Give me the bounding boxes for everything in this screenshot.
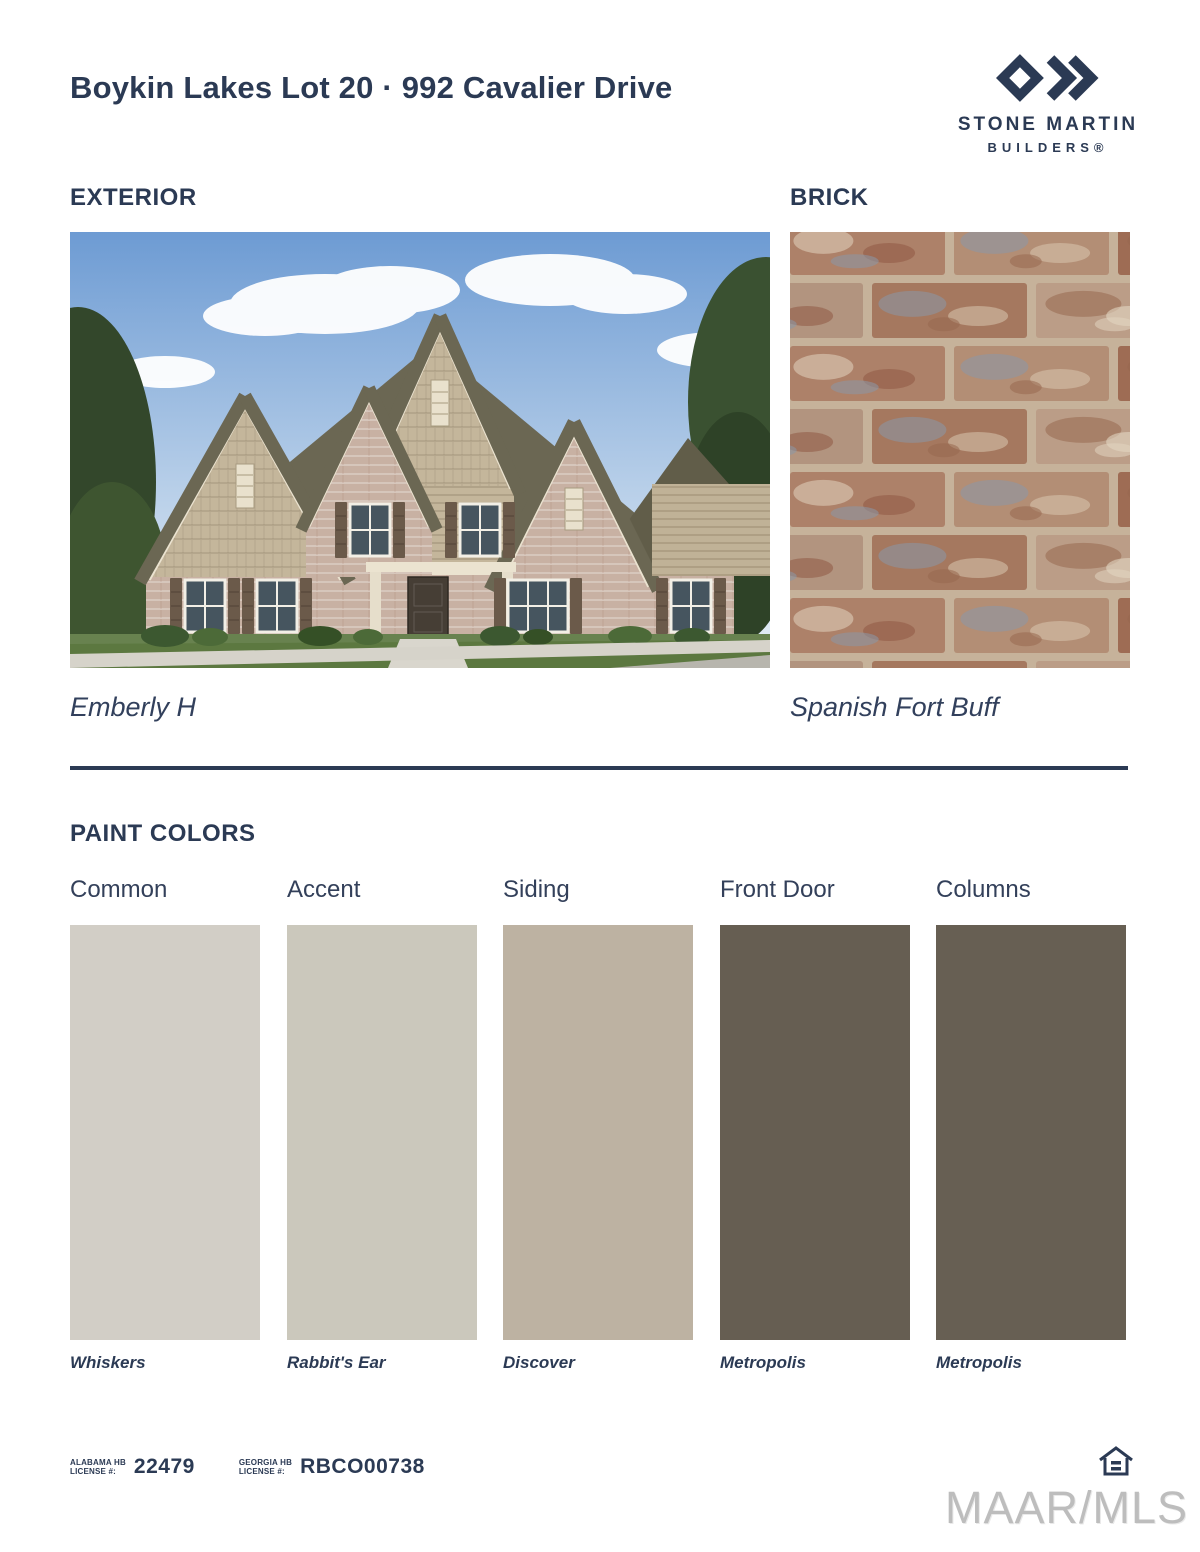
house-illustration (70, 232, 770, 668)
brick-color-name: Spanish Fort Buff (790, 692, 999, 722)
swatch-color-name: Rabbit's Ear (287, 1353, 386, 1372)
swatch-color-box (503, 925, 693, 1340)
exterior-plan-name: Emberly H (70, 692, 197, 722)
swatch-color-box (70, 925, 260, 1340)
swatch-color-box (287, 925, 477, 1340)
equal-housing-icon (1098, 1444, 1134, 1478)
swatch-label: Common (70, 876, 168, 903)
builder-name: STONE MARTIN (957, 114, 1139, 135)
swatch-color-name: Whiskers (70, 1353, 146, 1372)
license-numbers (70, 1455, 425, 1479)
paint-swatch-columns (936, 876, 1126, 1373)
section-divider (70, 766, 1128, 770)
paint-colors-heading: PAINT COLORS (70, 820, 256, 847)
swatch-color-name: Discover (503, 1353, 575, 1372)
stone-martin-logo-icon (996, 50, 1100, 106)
paint-swatch-common (70, 876, 260, 1373)
georgia-license (239, 1455, 425, 1479)
paint-swatch-siding (503, 876, 693, 1373)
mls-watermark: MAAR/MLS (944, 1482, 1188, 1533)
builder-tagline: BUILDERS® (987, 140, 1109, 155)
swatch-color-name: Metropolis (936, 1353, 1022, 1372)
exterior-rendering-image (70, 232, 770, 668)
page-title: Boykin Lakes Lot 20 · 992 Cavalier Drive (70, 70, 673, 105)
brick-heading: BRICK (790, 184, 869, 211)
license-number: 22479 (133, 1455, 195, 1478)
swatch-color-name: Metropolis (720, 1353, 806, 1372)
paint-swatch-front-door (720, 876, 910, 1373)
swatch-color-box (936, 925, 1126, 1340)
swatch-label: Accent (287, 876, 361, 903)
license-label: ALABAMA HB LICENSE #: (70, 1458, 126, 1476)
brick-texture (790, 232, 1130, 668)
exterior-heading: EXTERIOR (70, 184, 197, 211)
alabama-license (70, 1455, 195, 1479)
swatch-label: Siding (503, 876, 570, 903)
swatch-label: Columns (936, 876, 1031, 903)
license-label: GEORGIA HB LICENSE #: (238, 1458, 293, 1476)
license-number: RBCO00738 (300, 1455, 425, 1478)
brick-sample-image (790, 232, 1130, 668)
paint-swatch-accent (287, 876, 477, 1373)
swatch-label: Front Door (720, 876, 835, 903)
swatch-color-box (720, 925, 910, 1340)
builder-logo (948, 50, 1148, 155)
